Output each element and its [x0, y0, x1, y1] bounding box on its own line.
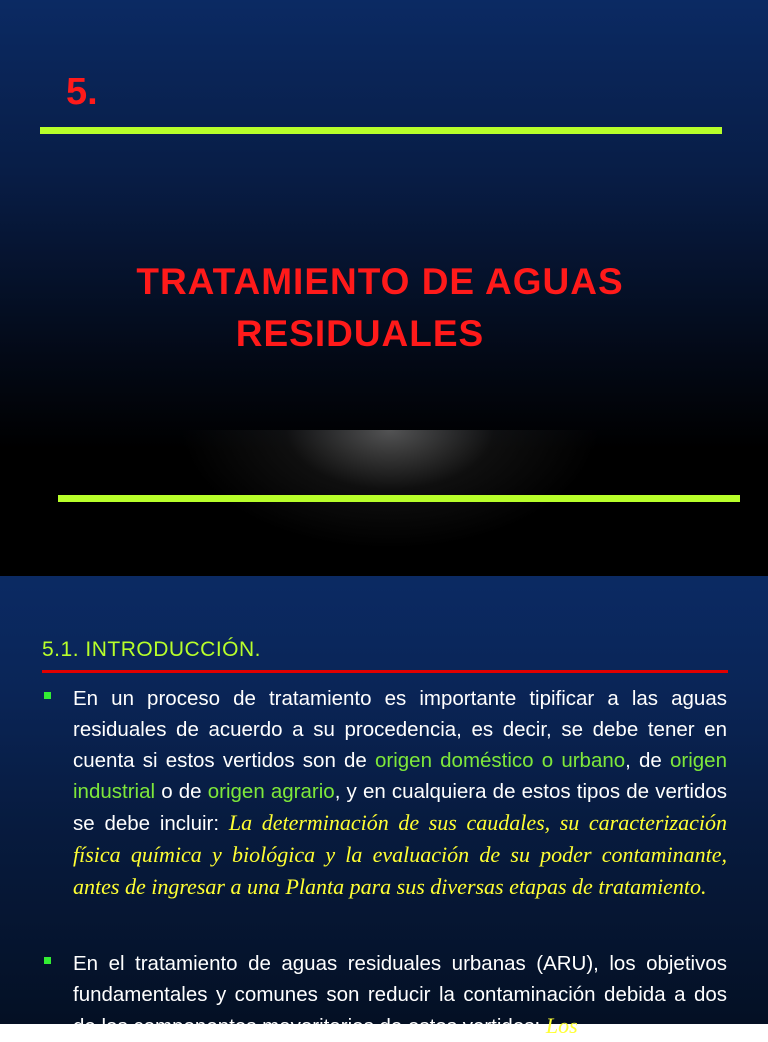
p2-highlight-italic: Los — [545, 1013, 578, 1038]
content-slide — [0, 576, 768, 1038]
p1-text-3: o de — [155, 780, 208, 803]
p1-highlight-italic: La determinación de sus caudales, su caracterización física química y biológica y la evaluación de su poder contaminante, antes de ingresar a una Planta para sus diversas etapas de tratamiento. — [73, 810, 727, 899]
top-accent-bar — [40, 127, 722, 134]
p1-text-4: , y en cualquiera de estos tipos de vertidos se debe incluir: — [73, 780, 728, 835]
p1-origin-industrial: origen industrial — [73, 749, 727, 803]
title-line-1: TRATAMIENTO DE AGUAS — [136, 261, 624, 302]
bullet-square-icon — [44, 692, 51, 699]
spotlight-glow — [180, 430, 600, 550]
p1-origin-agrarian: origen agrario — [207, 780, 335, 803]
p1-text-2: , de — [625, 749, 670, 772]
title-line-2: RESIDUALES — [235, 313, 485, 354]
bottom-accent-bar — [58, 495, 740, 502]
paragraph-1 — [73, 683, 727, 903]
p1-text-1: En un proceso de tratamiento es importante tipificar a las aguas residuales de acuerdo a su procedencia, es decir, se debe tener en cuenta si estos vertidos son de — [73, 687, 727, 772]
p2-text-1: En el tratamiento de aguas residuales urbanas (ARU), los objetivos fundamentales y comunes son reducir la contaminación debida a dos de los componentes mayoritarios de estos vertidos: — [73, 952, 727, 1038]
heading-underline — [42, 670, 728, 673]
bullet-square-icon — [44, 957, 51, 964]
p1-origin-domestic: origen doméstico o urbano — [375, 749, 626, 772]
paragraph-2 — [73, 948, 727, 1042]
section-number: 5. — [66, 71, 98, 113]
slide-title — [40, 256, 720, 360]
section-heading: 5.1. INTRODUCCIÓN. — [42, 638, 262, 661]
